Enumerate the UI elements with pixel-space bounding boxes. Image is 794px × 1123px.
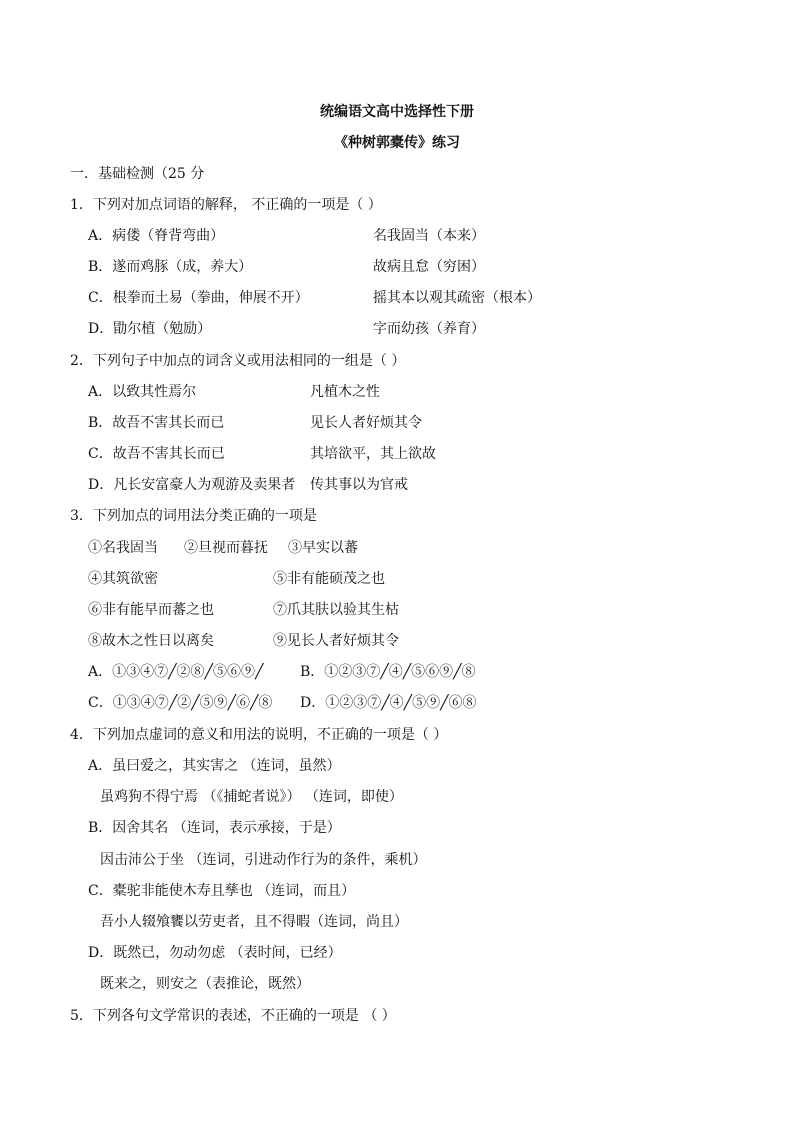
q2-option-a-left: A．以致其性焉尔 bbox=[88, 384, 197, 400]
q1-option-c-left: C．根拳而土易（拳曲，伸展不开） bbox=[88, 290, 309, 306]
q3-item-6: ⑥非有能早而蕃之也 bbox=[88, 602, 214, 618]
question-1-stem: 1．下列对加点词语的解释， 不正确的一项是（ ） bbox=[70, 197, 382, 213]
q3-answer-c: C．①③④⑦╱②╱⑤⑨╱⑥╱⑧ bbox=[88, 695, 273, 711]
q1-option-b-right: 故病且怠（穷困） bbox=[373, 259, 485, 275]
q2-option-d-right: 传其事以为官戒 bbox=[310, 477, 408, 493]
q1-option-b-left: B．遂而鸡豚（成，养大） bbox=[88, 259, 253, 275]
q3-answer-a: A．①③④⑦╱②⑧╱⑤⑥⑨╱ bbox=[88, 664, 264, 680]
q4-option-d-line-2: 既来之，则安之（表推论，既然） bbox=[100, 976, 310, 992]
section-heading: 一．基础检测（25 分 bbox=[70, 166, 205, 182]
q2-option-c-right: 其培欲平，其上欲故 bbox=[310, 446, 436, 462]
q2-option-a-right: 凡植木之性 bbox=[310, 384, 380, 400]
question-3-stem: 3．下列加点的词用法分类正确的一项是 bbox=[70, 508, 317, 524]
q4-option-c-line-2: 吾小人辍飧饔以劳吏者，且不得暇（连词，尚且） bbox=[100, 914, 408, 930]
question-2-stem: 2．下列句子中加点的词含义或用法相同的一组是（ ） bbox=[70, 353, 406, 369]
question-4-stem: 4．下列加点虚词的意义和用法的说明，不正确的一项是（ ） bbox=[70, 727, 448, 743]
question-5-stem: 5．下列各句文学常识的表述，不正确的一项是 （ ） bbox=[70, 1008, 396, 1024]
q4-option-a-line-1: A．虽曰爱之，其实害之 （连词，虽然） bbox=[88, 758, 341, 774]
q1-option-a-right: 名我固当（本来） bbox=[373, 228, 485, 244]
q4-option-c-line-1: C．橐驼非能使木寿且孳也 （连词，而且） bbox=[88, 883, 356, 899]
document-subtitle: 《种树郭橐传》练习 bbox=[334, 135, 460, 151]
q3-item-1: ①名我固当 bbox=[88, 540, 158, 556]
q1-option-c-right: 摇其本以观其疏密（根本） bbox=[373, 290, 541, 306]
q2-option-b-left: B．故吾不害其长而已 bbox=[88, 415, 225, 431]
q4-option-b-line-2: 因击沛公于坐 （连词，引进动作行为的条件，乘机） bbox=[100, 852, 427, 868]
q3-answer-d: D．①②③⑦╱④╱⑤⑨╱⑥⑧ bbox=[300, 695, 477, 711]
q3-item-2: ②旦视而暮抚 bbox=[184, 540, 268, 556]
q3-item-9: ⑨见长人者好烦其令 bbox=[273, 633, 399, 649]
q4-option-d-line-1: D．既然已，勿动勿虑 （表时间，已经） bbox=[88, 945, 342, 961]
q1-option-a-left: A．病偻（脊背弯曲） bbox=[88, 228, 225, 244]
q3-item-7: ⑦爪其肤以验其生枯 bbox=[273, 602, 399, 618]
q2-option-b-right: 见长人者好烦其令 bbox=[310, 415, 422, 431]
q2-option-d-left: D．凡长安富豪人为观游及卖果者 bbox=[88, 477, 296, 493]
q3-answer-b: B．①②③⑦╱④╱⑤⑥⑨╱⑧ bbox=[300, 664, 476, 680]
q4-option-b-line-1: B．因舍其名 （连词，表示承接，于是） bbox=[88, 820, 341, 836]
q4-option-a-line-2: 虽鸡狗不得宁焉 （《捕蛇者说》） （连词，即使） bbox=[100, 789, 403, 805]
q3-item-5: ⑤非有能硕茂之也 bbox=[273, 571, 385, 587]
q1-option-d-left: D．勖尔植（勉励） bbox=[88, 321, 212, 337]
q3-item-3: ③早实以蕃 bbox=[288, 540, 358, 556]
q2-option-c-left: C．故吾不害其长而已 bbox=[88, 446, 225, 462]
q1-option-d-right: 字而幼孩（养育） bbox=[373, 321, 485, 337]
q3-item-8: ⑧故木之性日以离矣 bbox=[88, 633, 214, 649]
document-title: 统编语文高中选择性下册 bbox=[320, 104, 474, 120]
q3-item-4: ④其筑欲密 bbox=[88, 571, 158, 587]
